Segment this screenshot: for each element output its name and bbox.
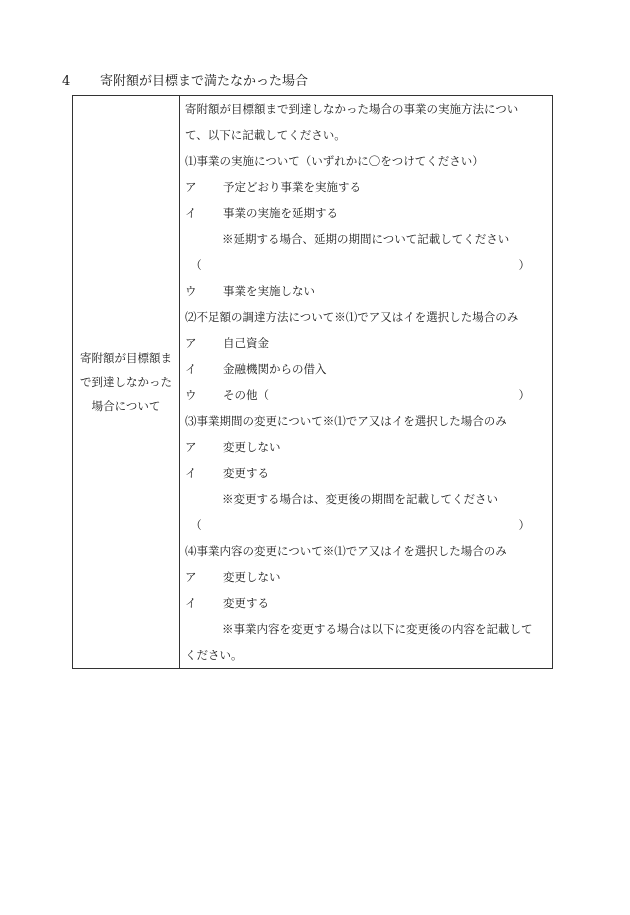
- option-text: 自己資金: [223, 336, 269, 350]
- option-mark: ア: [185, 440, 197, 454]
- s2-heading: ⑵不足額の調達方法について※⑴でア又はイを選択した場合のみ: [185, 310, 519, 324]
- section-heading: [62, 70, 308, 89]
- label-line-1: 寄附額が目標額ま: [80, 351, 172, 365]
- label-line-3: 場合について: [91, 399, 161, 413]
- s3-option-a[interactable]: [180, 434, 552, 460]
- option-mark: イ: [185, 596, 197, 610]
- section-number: 4: [62, 74, 71, 89]
- option-mark: ウ: [185, 284, 197, 298]
- option-text: 予定どおり事業を実施する: [223, 180, 361, 194]
- option-mark: イ: [185, 206, 197, 220]
- s1-option-i[interactable]: [180, 200, 552, 226]
- section-title: 寄附額が目標まで満たなかった場合: [100, 74, 309, 89]
- option-mark: イ: [185, 362, 197, 376]
- paren-open: （: [190, 258, 202, 272]
- option-text: 変更する: [223, 466, 269, 480]
- content-cell: [180, 96, 553, 669]
- paren-open: （: [190, 518, 202, 532]
- label-cell: [73, 96, 180, 669]
- option-text: 事業の実施を延期する: [223, 206, 338, 220]
- paren-close: ）: [518, 258, 530, 272]
- option-mark: イ: [185, 466, 197, 480]
- intro-line-1: 寄附額が目標額まで到達しなかった場合の事業の実施方法につい: [185, 102, 519, 116]
- s3-period-field[interactable]: [180, 512, 552, 538]
- s4-note-1: ※事業内容を変更する場合は以下に変更後の内容を記載して: [222, 622, 533, 636]
- s1-note: ※延期する場合、延期の期間について記載してください: [222, 232, 510, 246]
- s1-period-field[interactable]: [180, 252, 552, 278]
- intro-line-2: て、以下に記載してください。: [185, 128, 346, 142]
- option-text: 金融機関からの借入: [223, 362, 327, 376]
- s1-option-a[interactable]: [180, 174, 552, 200]
- option-mark: ア: [185, 180, 197, 194]
- option-mark: ア: [185, 570, 197, 584]
- s4-option-a[interactable]: [180, 564, 552, 590]
- option-text: 変更しない: [223, 440, 281, 454]
- s1-option-u[interactable]: [180, 278, 552, 304]
- s2-option-a[interactable]: [180, 330, 552, 356]
- paren-close: ）: [518, 388, 530, 402]
- s3-note: ※変更する場合は、変更後の期間を記載してください: [222, 492, 498, 506]
- s3-option-i[interactable]: [180, 460, 552, 486]
- s1-heading: ⑴事業の実施について（いずれかに〇をつけてください）: [185, 154, 484, 168]
- s2-option-i[interactable]: [180, 356, 552, 382]
- option-text: 事業を実施しない: [223, 284, 315, 298]
- paren-close: ）: [518, 518, 530, 532]
- label-line-2: で到達しなかった: [80, 375, 172, 389]
- s4-note-2: ください。: [185, 648, 243, 662]
- option-text: その他（: [223, 388, 269, 402]
- s4-option-i[interactable]: [180, 590, 552, 616]
- form-table: [72, 95, 553, 669]
- option-mark: ウ: [185, 388, 197, 402]
- s3-heading: ⑶事業期間の変更について※⑴でア又はイを選択した場合のみ: [185, 414, 507, 428]
- s4-heading: ⑷事業内容の変更について※⑴でア又はイを選択した場合のみ: [185, 544, 507, 558]
- option-mark: ア: [185, 336, 197, 350]
- option-text: 変更する: [223, 596, 269, 610]
- s2-option-u[interactable]: [180, 382, 552, 408]
- option-text: 変更しない: [223, 570, 281, 584]
